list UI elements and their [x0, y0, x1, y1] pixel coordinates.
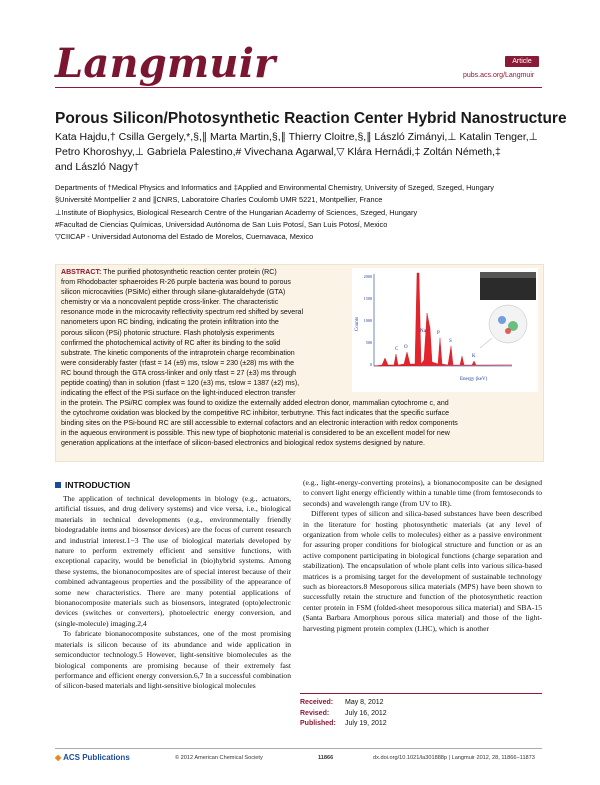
peak-label: S: [449, 339, 452, 344]
affiliation: ▽CIICAP - Universidad Autonoma del Estado de Morelos, Cuernavaca, Mexico: [55, 232, 314, 242]
paragraph: To fabricate bionanocomposite substances, one of the most promising materials is silicon because of its abundance and wide application in semiconductor technology.5 However, light-sensitive biomolecules as the biological components are promising because of their extremely fast performance and efficient energy conversion.6,7 In a successful combination of silicon-based materials and light-sensitive biological molecules: [55, 629, 291, 691]
abstract-line: were considerably faster (τfast = 14 (±9) ms, τslow = 230 (±28) ms with the: [61, 359, 295, 367]
y-tick-label: 1500: [363, 296, 372, 301]
peak-label: C: [395, 347, 399, 352]
sem-image-band: [480, 272, 536, 278]
y-tick-label: 0: [369, 362, 372, 367]
paper-title: Porous Silicon/Photosynthetic Reaction Center Hybrid Nanostructure: [55, 110, 567, 127]
section-heading-introduction: INTRODUCTION: [55, 480, 130, 490]
paragraph: (e.g., light-energy-converting proteins), a bionanocomposite can be designed to convert light energy efficiently within a tunable time (from femtoseconds to seconds) and wavelength range (from UV to IR).: [303, 478, 542, 508]
toc-graphic: [352, 268, 538, 392]
abstract-line: resonance mode in the microcavity reflectivity spectrum red shifted by several: [61, 309, 304, 317]
paragraph: The application of technical developments in biology (e.g., actuators, artificial tissues, and drug delivery systems) and vice versa, i.e., biological materials in technical developments (e.g., environmentally friendly biodegradable items and biosensor devices) are the focus of current research and industrial interest.1−3 The use of biological materials developed by nature to perform extremely efficient and sensitive functions, with exceptional capacity, would be beneficial in (bio)hybrid systems. Among these systems, the bionanocomposites are of special interest because of their combined advantageous properties and the possibility of the appearance of some new characteristics. There are many potential applications of bionanocomposite materials such as biosensors, integrated (opto)electronic devices (switches or converters), photoelectric energy conversion, and (single-molecule) imaging.2,4: [55, 494, 291, 628]
author-line: Petro Khoroshyy,⊥ Gabriela Palestino,# Vivechana Agarwal,▽ Klára Hernádi,‡ Zoltán Németh,‡: [55, 146, 501, 158]
author-line: and László Nagy†: [55, 161, 140, 173]
abstract-line: indicating the effect of the PSi surface on the light-induced electron transfer: [61, 390, 296, 398]
abstract-line: in the protein. The PSi/RC complex was found to oxidize the externally added electron donor, mammalian cytochrome c, and: [61, 400, 449, 407]
abstract-line: binding sites on the PSi-bound RC are still accessible to external cofactors and an electronic interaction with redox components: [61, 420, 458, 428]
author-list: [55, 130, 540, 175]
abstract-line: from Rhodobacter sphaeroides R-26 purple bacteria was bound to porous: [61, 279, 291, 287]
abstract-line: nanometers upon RC binding, indicating the protein infiltration into the: [61, 319, 279, 327]
y-axis-label: Counts: [355, 316, 360, 332]
date-value: May 8, 2012: [345, 699, 384, 706]
abstract-line: in the aqueous environment is possible. This new type of biophotonic material is considered to be an excellent model for new: [61, 430, 450, 438]
abstract-wide: [61, 399, 539, 449]
x-axis-label: Energy (keV): [460, 377, 488, 382]
date-value: July 16, 2012: [345, 709, 387, 717]
doi-citation[interactable]: dx.doi.org/10.1021/la301888p | Langmuir 2012, 28, 11866−11873: [373, 755, 535, 761]
paragraph: Different types of silicon and silica-based substances have been described in the literature for hosting photosynthetic materials (at any level of organization from whole cells to molecules) either as a passive environment for assuring proper conditions for biological structure and function or as an active component participating in biological functions (charge separation and stabilization). The encapsulation of whole plant cells into various silica-based matrices is a promising target for the development of sustainable technology such as bioreactors.8 Mesoporous silica materials (MPS) have been shown to successfully retain the structure and function of the photosynthetic reaction center protein in FSM (folded-sheet mesoporous silica material) and SBA-15 (Santa Barbara Amorphous porous silica material) and those of the light-harvesting pigment protein complex (LHC), which is another: [303, 509, 542, 633]
column-right: [303, 478, 542, 634]
date-key: Published:: [300, 720, 336, 727]
protein-structure: [489, 305, 527, 343]
abstract-line: peptide coating) than in solution (τfast = 120 (±3) ms, τslow = 1387 (±2) ms),: [61, 380, 300, 388]
protein-helix: [498, 316, 506, 324]
section-marker-icon: [55, 482, 61, 488]
abstract-narrow: [61, 268, 347, 399]
journal-url[interactable]: pubs.acs.org/Langmuir: [463, 72, 535, 79]
affiliation: #Facultad de Ciencias Químicas, Universidad Autónoma de San Luis Potosí, San Luis Potosí, Mexico: [55, 219, 388, 229]
abstract-line: chemistry or via a noncovalent peptide cross-linker. The characteristic: [61, 299, 279, 307]
date-key: Revised:: [300, 709, 330, 717]
page-number: 11866: [318, 755, 334, 761]
article-badge: Article: [505, 56, 539, 67]
author-line: Kata Hajdu,† Csilla Gergely,*,§,∥ Marta Martin,§,∥ Thierry Cloitre,§,∥ László Zimányi,⊥ Katalin Tenger,⊥: [55, 131, 538, 143]
copyright: © 2012 American Chemical Society: [175, 755, 263, 761]
abstract-label: ABSTRACT:: [61, 269, 102, 276]
publisher-logo: ◆ ACS Publications: [55, 753, 130, 762]
protein-helix: [505, 328, 511, 334]
affiliation: Departments of †Medical Physics and Informatics and ‡Applied and Environmental Chemistry, University of Szeged, Szeged, Hungary: [55, 183, 494, 192]
date-value: July 19, 2012: [345, 720, 387, 727]
journal-title: Langmuir: [55, 40, 276, 87]
peak-label: Na: [420, 329, 426, 334]
peak-label: O: [404, 345, 408, 350]
affiliation: ⊥Institute of Biophysics, Biological Research Centre of the Hungarian Academy of Sciences, Szeged, Hungary: [55, 207, 418, 217]
y-tick-label: 500: [365, 340, 372, 345]
abstract-line: the cytochrome oxidation was blocked by the competitive RC inhibitor, terbutryne. This fact indicates that the specific surface: [61, 410, 450, 418]
y-tick-label: 1000: [363, 318, 372, 323]
abstract-line: generation applications at the interface of silicon-based electronics and biological redox systems designed by nature.: [61, 440, 425, 448]
column-left: [55, 494, 291, 692]
abstract-line: The purified photosynthetic reaction center protein (RC): [103, 269, 277, 276]
abstract-line: porous silicon (PSi) photonic structure. Flash photolysis experiments: [61, 329, 275, 337]
dates-rule: [300, 693, 542, 694]
date-key: Received:: [300, 699, 334, 706]
abstract-line: confirmed the photochemical activity of RC after its binding to the solid: [61, 339, 281, 347]
y-tick-label: 2000: [363, 274, 372, 279]
affiliation: §Université Montpellier 2 and ∥CNRS, Laboratoire Charles Coulomb UMR 5221, Montpellier, France: [55, 195, 383, 205]
publication-dates: [300, 698, 542, 730]
abstract-line: silicon microcavities (PSiMc) either through silane-glutaraldehyde (GTA): [61, 289, 286, 297]
affiliations: [55, 182, 540, 243]
footer-rule: [55, 748, 542, 749]
peak-label: K: [472, 354, 476, 359]
abstract-line: substrate. The kinetic components of the intraprotein charge recombination: [61, 349, 295, 357]
header-rule: [55, 87, 542, 88]
peak-label: P: [437, 331, 440, 336]
acs-logo-icon: ◆: [55, 753, 62, 762]
abstract-line: RC bound through the GTA cross-linker and only τfast = 27 (±3) ms through: [61, 369, 297, 377]
